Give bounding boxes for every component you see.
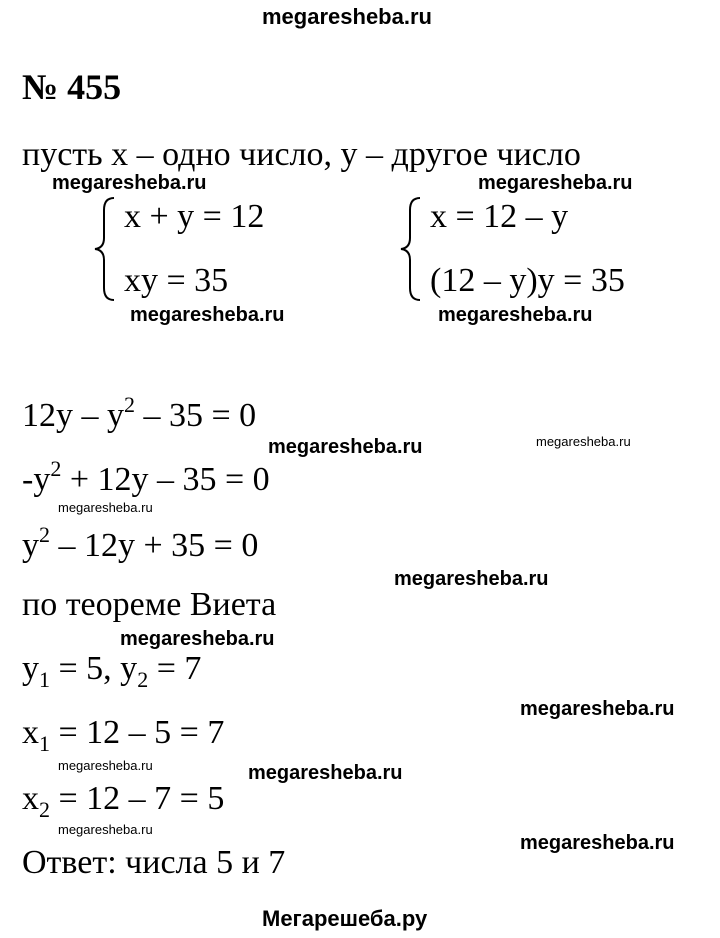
roots-x1-text: x: [22, 714, 39, 751]
roots-x2-rest: = 12 – 7 = 5: [50, 780, 225, 817]
header-watermark: megaresheba.ru: [262, 4, 432, 29]
subscript: 1: [39, 731, 50, 756]
watermark: megaresheba.ru: [520, 698, 675, 720]
watermark: megaresheba.ru: [536, 434, 631, 449]
roots-y-text: y: [22, 650, 39, 687]
subscript: 1: [39, 667, 50, 692]
equation-line-2-text: -y: [22, 461, 51, 498]
watermark: megaresheba.ru: [268, 436, 423, 458]
equation-line-1-rest: – 35 = 0: [135, 397, 257, 434]
watermark: megaresheba.ru: [394, 568, 549, 590]
problem-number: № 455: [22, 67, 122, 107]
watermark: megaresheba.ru: [120, 628, 275, 650]
equation-line-1: [22, 392, 256, 435]
roots-x2-text: x: [22, 780, 39, 817]
subscript: 2: [39, 797, 50, 822]
roots-y-end: = 7: [148, 650, 202, 687]
system1-equation2: xy = 35: [124, 262, 229, 299]
system-brace-right: [398, 196, 424, 302]
equation-line-3: [22, 522, 258, 565]
equation-line-2-rest: + 12y – 35 = 0: [61, 461, 270, 498]
equation-line-1-text: 12y – y: [22, 397, 124, 434]
watermark: megaresheba.ru: [58, 758, 153, 773]
watermark: megaresheba.ru: [248, 762, 403, 784]
vieta-text: по теореме Виета: [22, 586, 277, 623]
exponent: 2: [50, 456, 62, 481]
roots-y: [22, 650, 201, 693]
subscript: 2: [137, 667, 149, 692]
intro-text: пусть x – одно число, y – другое число: [22, 136, 581, 173]
equation-line-3-rest: – 12y + 35 = 0: [50, 527, 259, 564]
roots-y-mid: = 5, y: [50, 650, 138, 687]
exponent: 2: [124, 392, 135, 417]
footer-watermark: Мегарешеба.ру: [262, 906, 428, 931]
system2-equation1: x = 12 – y: [430, 198, 569, 235]
equation-line-3-text: y: [22, 527, 39, 564]
system-brace-left: [92, 196, 118, 302]
answer-text: Ответ: числа 5 и 7: [22, 844, 286, 881]
system2-equation2: (12 – y)y = 35: [430, 262, 625, 299]
system1-equation1: x + y = 12: [124, 198, 265, 235]
watermark: megaresheba.ru: [58, 500, 153, 515]
equation-line-2: [22, 456, 270, 499]
roots-x2: [22, 780, 224, 823]
watermark: megaresheba.ru: [438, 304, 593, 326]
watermark: megaresheba.ru: [52, 172, 207, 194]
watermark: megaresheba.ru: [520, 832, 675, 854]
watermark: megaresheba.ru: [478, 172, 633, 194]
watermark: megaresheba.ru: [130, 304, 285, 326]
roots-x1-rest: = 12 – 5 = 7: [50, 714, 225, 751]
watermark: megaresheba.ru: [58, 822, 153, 837]
exponent: 2: [39, 522, 50, 547]
roots-x1: [22, 714, 224, 757]
